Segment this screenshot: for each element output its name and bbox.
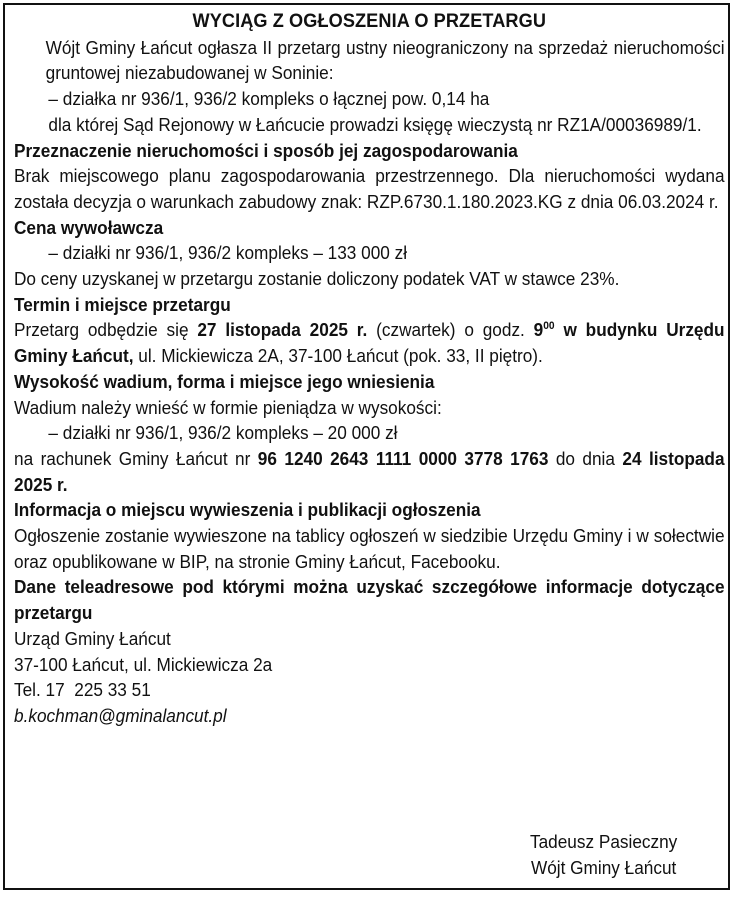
section-heading-purpose: Przeznaczenie nieruchomości i sposób jej zagospodarowania (14, 139, 518, 161)
contact-phone: Tel. 17 225 33 51 (14, 679, 151, 701)
price-vat-text: Do ceny uzyskanej w przetargu zostanie doliczony podatek VAT w stawce 23%. (14, 268, 620, 290)
contact-address: 37-100 Łańcut, ul. Mickiewicza 2a (14, 653, 273, 675)
notice-title: WYCIĄG Z OGŁOSZENIA O PRZETARGU (192, 10, 547, 32)
deposit-account-paragraph (14, 446, 725, 497)
auction-address: ul. Mickiewicza 2A, 37-100 Łańcut (pok. 33, II piętro). (133, 345, 543, 367)
publication-text: Ogłoszenie zostanie wywieszone na tablicy ogłoszeń w siedzibie Urzędu Gminy i w sołectwie oraz opublikowane w BIP, na stronie Gminy Łańcut, Facebooku. (14, 525, 725, 572)
section-heading-contact: Dane teleadresowe pod którymi można uzyskać szczegółowe informacje dotyczące przetargu (14, 576, 725, 624)
signature-block (530, 829, 677, 880)
price-item: – działki nr 936/1, 936/2 kompleks – 133 000 zł (48, 242, 408, 264)
signature-name: Tadeusz Pasieczny (530, 831, 678, 852)
auction-date-paragraph (14, 317, 725, 368)
account-text: na rachunek Gminy Łańcut nr (14, 447, 258, 469)
contact-office: Urząd Gminy Łańcut (14, 627, 171, 649)
auction-place: w budynku Urzędu Gminy Łańcut, (14, 319, 725, 367)
auction-minutes: 00 (543, 320, 555, 333)
deadline-text: do dnia (548, 447, 623, 469)
bank-account-number: 96 1240 2643 1111 0000 3778 1763 (257, 447, 549, 469)
section-heading-price: Cena wywoławcza (14, 216, 164, 238)
contact-email: b.kochman@gminalancut.pl (14, 704, 227, 726)
date-text-2: (czwartek) o godz. (367, 319, 534, 341)
signature-role: Wójt Gminy Łańcut (530, 856, 677, 878)
deposit-text: Wadium należy wnieść w formie pieniądza w wysokości: (14, 396, 442, 418)
intro-paragraph (14, 35, 725, 86)
notice-content (14, 9, 725, 729)
section-heading-date: Termin i miejsce przetargu (14, 293, 231, 315)
auction-hour: 9 (533, 319, 544, 341)
section-heading-deposit: Wysokość wadium, forma i miejsce jego wniesienia (14, 370, 435, 392)
section-text-purpose: Brak miejscowego planu zagospodarowania przestrzennego. Dla nieruchomości wydana została decyzja o warunkach zabudowy znak: RZP.6730.1.180.2023.KG z dnia 06.03.2024 r. (14, 165, 725, 212)
auction-date: 27 listopada 2025 r. (197, 319, 368, 341)
date-text-1: Przetarg odbędzie się (14, 319, 198, 341)
intro-text: Wójt Gminy Łańcut ogłasza II przetarg ustny nieograniczony na sprzedaż nieruchomości gruntowej niezabudowanej w Soninie: (45, 36, 725, 84)
section-heading-publication: Informacja o miejscu wywieszenia i publikacji ogłoszenia (14, 499, 481, 521)
deposit-item: – działki nr 936/1, 936/2 kompleks – 20 000 zł (48, 422, 398, 444)
intro-land-register: dla której Sąd Rejonowy w Łańcucie prowadzi księgę wieczystą nr RZ1A/00036989/1. (48, 113, 702, 135)
notice-frame (3, 3, 730, 890)
intro-plot-item: – działka nr 936/1, 936/2 kompleks o łącznej pow. 0,14 ha (48, 88, 490, 110)
deposit-deadline: 24 listopada 2025 r. (14, 447, 725, 495)
